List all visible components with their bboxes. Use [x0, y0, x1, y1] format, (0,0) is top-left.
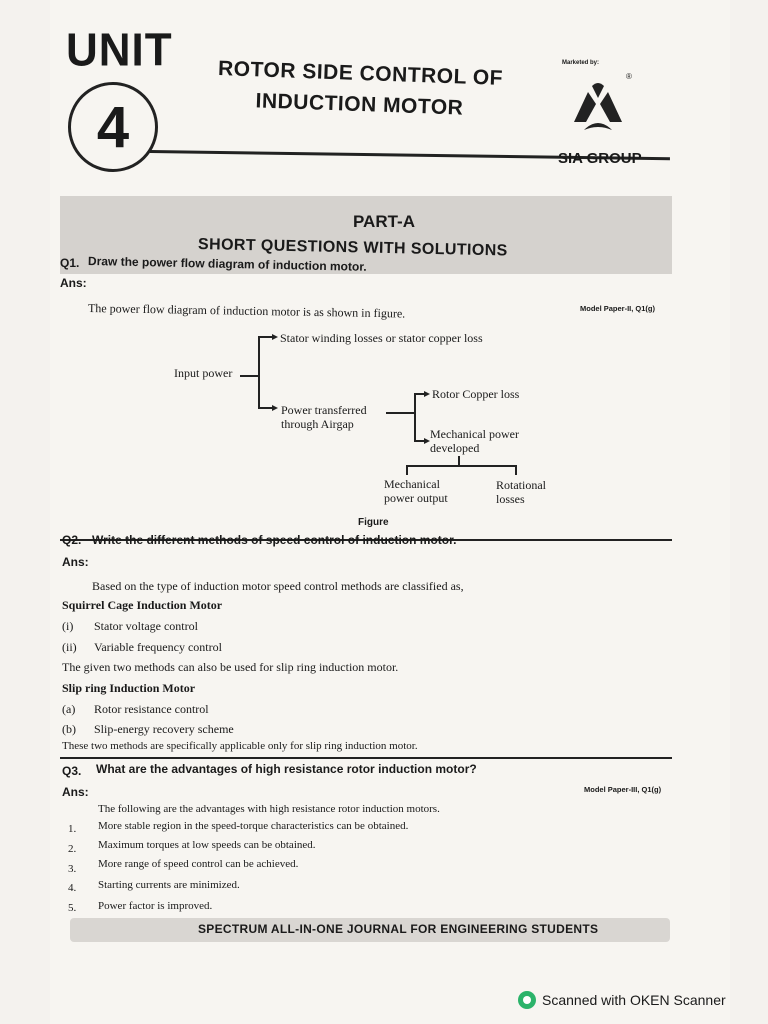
airgap-branch — [258, 407, 272, 409]
unit-number-badge: 4 — [68, 82, 158, 172]
stator-branch — [258, 336, 272, 338]
q1-intro: The power flow diagram of induction motor is as shown in figure. — [87, 301, 406, 321]
q2-heading-squirrel: Squirrel Cage Induction Motor — [62, 598, 223, 612]
q2-intro: Based on the type of induction motor speed control methods are classified as, — [92, 579, 464, 593]
stator-arrow-icon — [272, 334, 278, 340]
q2-ans-label: Ans: — [62, 555, 89, 569]
unit-title-line1: ROTOR SIDE CONTROL OF — [217, 57, 504, 90]
q1-question: Draw the power flow diagram of induction motor. — [87, 254, 367, 274]
q2-item-i-number: (i) — [62, 619, 74, 633]
journal-footer: SPECTRUM ALL-IN-ONE JOURNAL FOR ENGINEERING STUDENTS — [198, 922, 599, 936]
marketed-by-label: Marketed by: — [562, 60, 600, 66]
q3-intro: The following are the advantages with high resistance rotor induction motors. — [98, 803, 440, 815]
scanner-text: Scanned with OKEN Scanner — [542, 992, 726, 1008]
registered-mark: ® — [626, 72, 632, 81]
airgap-label — [281, 403, 367, 431]
input-connector — [240, 375, 258, 377]
part-title: PART-A — [352, 212, 415, 231]
figure-caption: Figure — [358, 517, 389, 528]
q3-item-4-text: Starting currents are minimized. — [98, 879, 240, 891]
rotor-cu-branch — [414, 393, 424, 395]
q3-item-4-number: 4. — [68, 882, 77, 894]
rotor-connector — [386, 412, 414, 414]
q3-model-paper: Model Paper-III, Q1(g) — [584, 785, 662, 794]
rotational-losses-label — [496, 478, 546, 506]
airgap-label-line2: through Airgap — [281, 417, 354, 431]
q3-item-3-text: More range of speed control can be achieved. — [98, 858, 299, 870]
q2-item-a-number: (a) — [62, 702, 76, 716]
unit-title-line2: INDUCTION MOTOR — [255, 89, 464, 120]
output-split-line — [406, 465, 516, 467]
q2-item-ii-number: (ii) — [62, 640, 77, 654]
q2-note2: These two methods are specifically applicable only for slip ring induction motor. — [62, 740, 418, 752]
q3-item-1-text: More stable region in the speed-torque characteristics can be obtained. — [98, 820, 409, 832]
q3-ans-label: Ans: — [62, 785, 89, 799]
q3-item-5-text: Power factor is improved. — [98, 900, 213, 912]
q3-question: What are the advantages of high resistance rotor induction motor? — [96, 762, 477, 776]
mech-developed-line1: Mechanical power — [430, 427, 519, 441]
oken-scanner-icon — [518, 991, 536, 1009]
sia-logo-icon — [566, 78, 630, 142]
q3-number: Q3. — [62, 764, 82, 778]
mech-output-line1: Mechanical — [384, 477, 440, 491]
q2-item-i-text: Stator voltage control — [94, 619, 198, 633]
rot-loss-drop — [515, 465, 517, 475]
rotor-copper-loss-label: Rotor Copper loss — [432, 387, 520, 401]
unit-label: UNIT — [66, 24, 173, 77]
part-subtitle: SHORT QUESTIONS WITH SOLUTIONS — [197, 236, 508, 260]
q3-item-2-text: Maximum torques at low speeds can be obtained. — [98, 839, 316, 851]
q2-heading-slip: Slip ring Induction Motor — [62, 681, 196, 695]
airgap-label-line1: Power transferred — [281, 403, 367, 417]
q2-number: Q2. — [62, 533, 82, 547]
rotor-split-line — [414, 393, 416, 441]
q3-item-2-number: 2. — [68, 843, 77, 855]
rotational-losses-line2: losses — [496, 492, 525, 506]
q2-divider — [60, 757, 672, 759]
mech-output-label — [384, 477, 448, 505]
airgap-arrow-icon — [272, 405, 278, 411]
q3-item-5-number: 5. — [68, 902, 77, 914]
mech-out-drop — [406, 465, 408, 475]
mech-dev-branch — [414, 440, 424, 442]
q2-item-b-number: (b) — [62, 722, 76, 736]
q2-item-a-text: Rotor resistance control — [94, 702, 209, 716]
stator-loss-label: Stator winding losses or stator copper loss — [280, 331, 483, 345]
q2-item-b-text: Slip-energy recovery scheme — [94, 722, 234, 736]
q3-item-1-number: 1. — [68, 823, 77, 835]
mech-developed-line2: developed — [430, 441, 480, 455]
rotor-cu-arrow-icon — [424, 391, 430, 397]
q1-number: Q1. — [60, 256, 80, 270]
q3-item-3-number: 3. — [68, 863, 77, 875]
q1-model-paper: Model Paper-II, Q1(g) — [580, 304, 656, 313]
rotational-losses-line1: Rotational — [496, 478, 546, 492]
q1-ans-label: Ans: — [60, 276, 87, 290]
unit-title — [199, 52, 521, 125]
mech-output-line2: power output — [384, 491, 448, 505]
scanner-watermark — [518, 991, 726, 1009]
mech-developed-label — [430, 427, 519, 455]
q2-item-ii-text: Variable frequency control — [94, 640, 222, 654]
q2-note1: The given two methods can also be used for slip ring induction motor. — [62, 660, 399, 674]
input-power-label: Input power — [174, 366, 233, 380]
input-split-line — [258, 336, 260, 408]
brand-name: SIA GROUP — [558, 150, 642, 167]
q2-question: Write the different methods of speed control of induction motor. — [92, 533, 457, 547]
